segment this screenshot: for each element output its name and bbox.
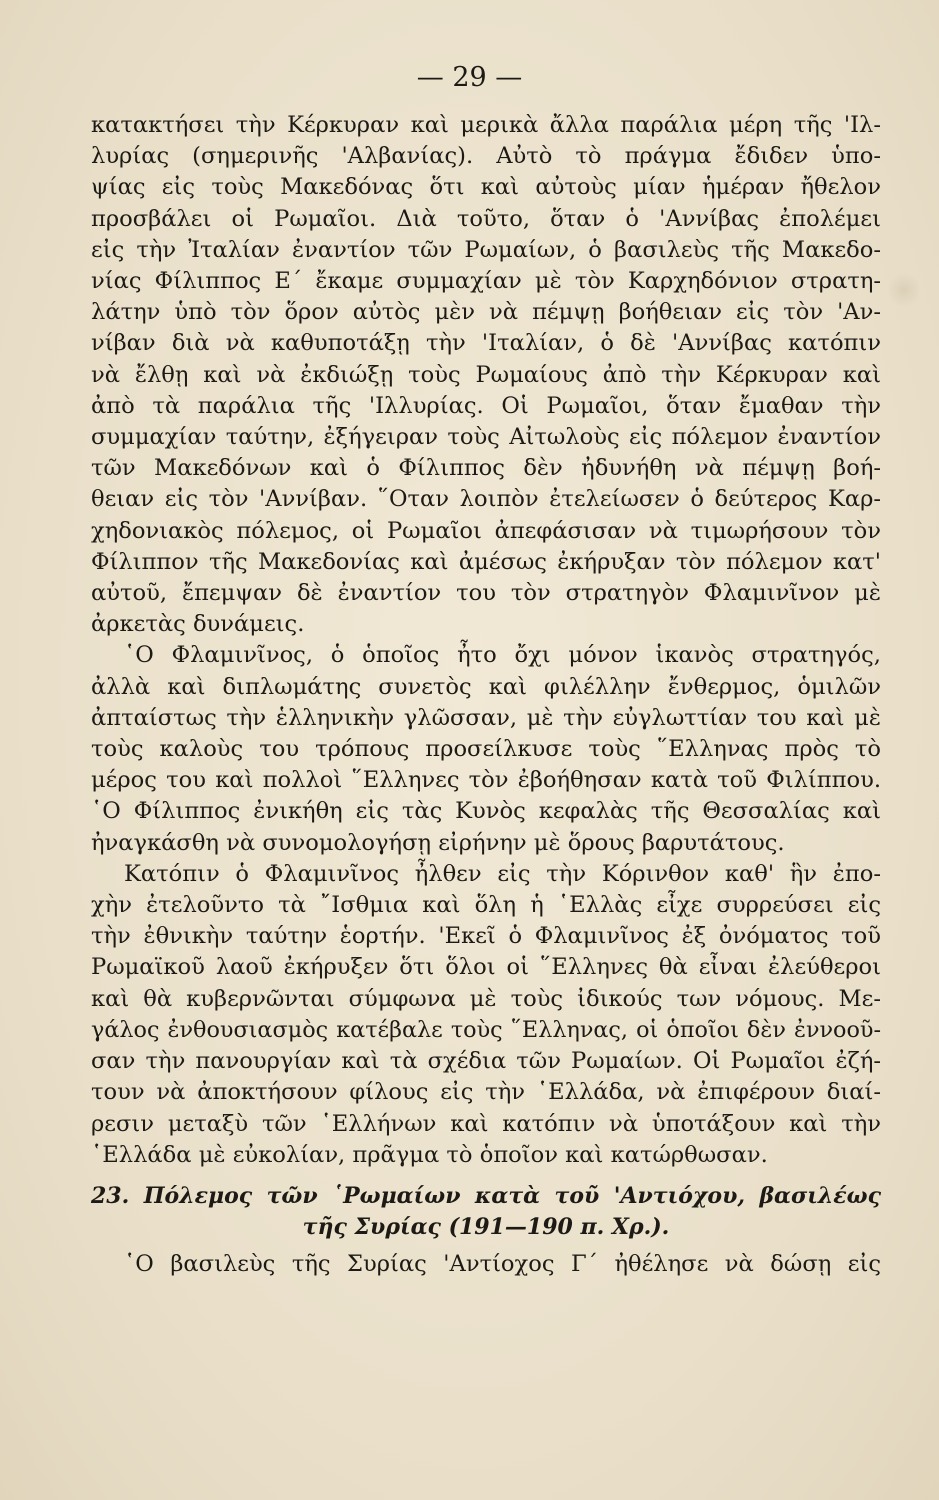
text-line: ῾Ο βασιλεὺς τῆς Συρίας 'Αντίοχος Γ΄ ἠθέλησε νὰ δώσῃ εἰς xyxy=(124,1251,881,1278)
text-line: ρεσιν μεταξὺ τῶν ῾Ελλήνων καὶ κατόπιν νὰ ὑποτάξουν καὶ τὴν xyxy=(91,1110,881,1137)
body-text xyxy=(91,110,881,1281)
text-line: γάλος ἐνθουσιασμὸς κατέβαλε τοὺς ῞Ελληνας, οἱ ὁποῖοι δὲν ἐννοοῦ- xyxy=(91,1016,881,1043)
text-line: ἀρκετὰς δυνάμεις. xyxy=(91,611,305,638)
text-line: σαν τὴν πανουργίαν καὶ τὰ σχέδια τῶν Ρωμαίων. Οἱ Ρωμαῖοι ἐζή- xyxy=(91,1048,881,1075)
text-line: ἀπὸ τὰ παράλια τῆς 'Ιλλυρίας. Οἱ Ρωμαῖοι, ὅταν ἔμαθαν τὴν xyxy=(91,392,881,419)
paper-stain xyxy=(889,270,919,310)
text-line: θειαν εἰς τὸν 'Αννίβαν. ῞Οταν λοιπὸν ἐτελείωσεν ὁ δεύτερος Καρ- xyxy=(91,486,881,513)
text-line: κατακτήσει τὴν Κέρκυραν καὶ μερικὰ ἄλλα παράλια μέρη τῆς 'Ιλ- xyxy=(91,112,881,138)
section-heading: 23. Πόλεμος τῶν ῾Ρωμαίων κατὰ τοῦ 'Αντιόχου, βασιλέως xyxy=(91,1182,881,1209)
text-line: χὴν ἐτελοῦντο τὰ ῎Ισθμια καὶ ὅλη ἡ ῾Ελλὰς εἶχε συρρεύσει εἰς xyxy=(91,892,881,919)
section-heading-continued: τῆς Συρίας (191—190 π. Χρ.). xyxy=(302,1214,670,1241)
text-line: εἰς τὴν Ἰταλίαν ἐναντίον τῶν Ρωμαίων, ὁ βασιλεὺς τῆς Μακεδο- xyxy=(91,236,881,263)
text-line: ἀπταίστως τὴν ἑλληνικὴν γλῶσσαν, μὲ τὴν εὐγλωττίαν του καὶ μὲ xyxy=(91,704,881,731)
text-line: ἀλλὰ καὶ διπλωμάτης συνετὸς καὶ φιλέλλην ἔνθερμος, ὁμιλῶν xyxy=(91,673,881,700)
text-line: λάτην ὑπὸ τὸν ὅρον αὐτὸς μὲν νὰ πέμψῃ βοήθειαν εἰς τὸν 'Αν- xyxy=(91,299,881,326)
text-line: Φίλιππον τῆς Μακεδονίας καὶ ἀμέσως ἐκήρυξαν τὸν πόλεμον κατ' xyxy=(91,548,881,575)
text-line: τὴν ἐθνικὴν ταύτην ἑορτήν. 'Εκεῖ ὁ Φλαμινῖνος ἐξ ὀνόματος τοῦ xyxy=(91,923,881,950)
text-line: χηδονιακὸς πόλεμος, οἱ Ρωμαῖοι ἀπεφάσισαν νὰ τιμωρήσουν τὸν xyxy=(91,517,881,544)
text-line: καὶ θὰ κυβερνῶνται σύμφωνα μὲ τοὺς ἰδικούς των νόμους. Με- xyxy=(91,985,881,1012)
text-line: Ρωμαϊκοῦ λαοῦ ἐκήρυξεν ὅτι ὅλοι οἱ ῞Ελληνες θὰ εἶναι ἐλεύθεροι xyxy=(91,954,881,981)
text-line: νίας Φίλιππος Ε΄ ἔκαμε συμμαχίαν μὲ τὸν Καρχηδόνιον στρατη- xyxy=(91,268,881,295)
text-line: ψίας εἰς τοὺς Μακεδόνας ὅτι καὶ αὐτοὺς μίαν ἡμέραν ἤθελον xyxy=(91,174,881,201)
text-line: τοὺς καλοὺς του τρόπους προσείλκυσε τοὺς ῞Ελληνας πρὸς τὸ xyxy=(91,736,881,763)
text-line: συμμαχίαν ταύτην, ἐξήγειραν τοὺς Αἰτωλοὺς εἰς πόλεμον ἐναντίον xyxy=(91,424,881,451)
text-line: τῶν Μακεδόνων καὶ ὁ Φίλιππος δὲν ἠδυνήθη νὰ πέμψῃ βοή- xyxy=(91,455,881,482)
text-line: Κατόπιν ὁ Φλαμινῖνος ἦλθεν εἰς τὴν Κόρινθον καθ' ἣν ἐπο- xyxy=(124,860,881,887)
text-line: νίβαν διὰ νὰ καθυποτάξῃ τὴν 'Ιταλίαν, ὁ δὲ 'Αννίβας κατόπιν xyxy=(91,330,881,357)
text-line: νὰ ἔλθῃ καὶ νὰ ἐκδιώξῃ τοὺς Ρωμαίους ἀπὸ τὴν Κέρκυραν καὶ xyxy=(91,361,881,388)
text-line: λυρίας (σημερινῆς 'Αλβανίας). Αὐτὸ τὸ πράγμα ἔδιδεν ὑπο- xyxy=(91,143,881,170)
text-line: αὐτοῦ, ἔπεμψαν δὲ ἐναντίον του τὸν στρατηγὸν Φλαμινῖνον μὲ xyxy=(91,580,881,607)
text-line: ῾Ο Φίλιππος ἐνικήθη εἰς τὰς Κυνὸς κεφαλὰς τῆς Θεσσαλίας καὶ xyxy=(91,798,881,825)
text-line: προσβάλει οἱ Ρωμαῖοι. Διὰ τοῦτο, ὅταν ὁ 'Αννίβας ἐπολέμει xyxy=(91,205,881,232)
text-line: τουν νὰ ἀποκτήσουν φίλους εἰς τὴν ῾Ελλάδα, νὰ ἐπιφέρουν διαί- xyxy=(91,1079,881,1106)
text-line: μέρος του καὶ πολλοὶ ῞Ελληνες τὸν ἐβοήθησαν κατὰ τοῦ Φιλίππου. xyxy=(91,767,881,794)
page-number: — 29 — xyxy=(416,62,523,93)
text-line: ἠναγκάσθη νὰ συνομολογήσῃ εἰρήνην μὲ ὅρους βαρυτάτους. xyxy=(91,829,785,856)
text-line: ῾Ελλάδα μὲ εὐκολίαν, πρᾶγμα τὸ ὁποῖον καὶ κατώρθωσαν. xyxy=(91,1141,768,1168)
text-line: ῾Ο Φλαμινῖνος, ὁ ὁποῖος ἦτο ὄχι μόνον ἱκανὸς στρατηγός, xyxy=(124,642,881,669)
